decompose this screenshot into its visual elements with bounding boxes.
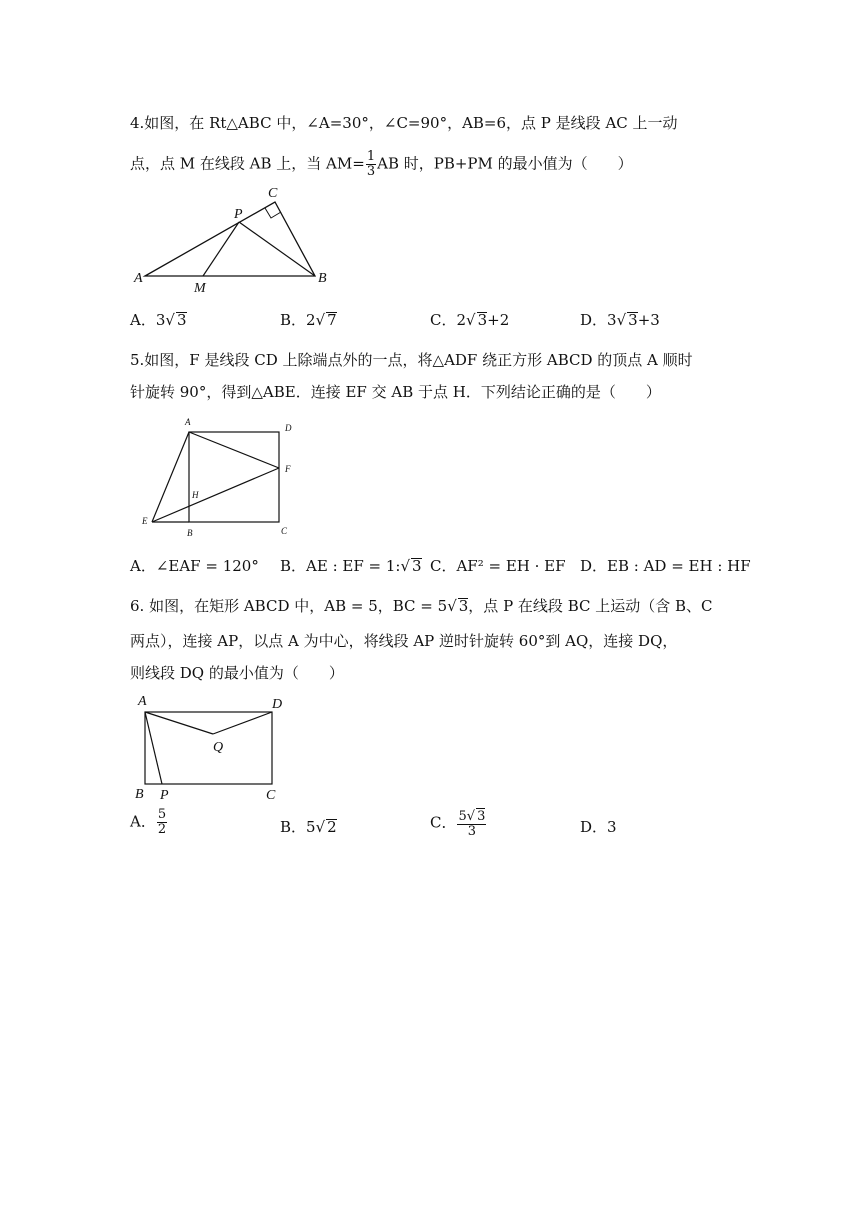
q6-stem-line2: 两点），连接 AP，以点 A 为中心，将线段 AP 逆时针旋转 60°到 AQ，连接 DQ， — [130, 632, 678, 650]
q4-stem-line2-start: 点，点 M 在线段 AB 上，当 AM= — [130, 154, 365, 173]
q4-option-b-text: B．2 — [280, 311, 316, 329]
q4-label-c: C — [268, 186, 278, 201]
q4-option-c: C．2√ 3+2 — [430, 311, 510, 329]
q5-option-b: B．AE : EF = 1:√ 3 — [280, 557, 422, 575]
q4-stem-line1: 4.如图，在 Rt△ABC 中，∠A=30°，∠C=90°，AB=6，点 P 是线段 AC 上一动 — [130, 114, 678, 132]
q6-label-c: C — [266, 788, 276, 803]
q5-option-b-root: 3 — [412, 557, 422, 575]
q4-stem-line2 — [130, 150, 633, 179]
q4-label-m: M — [194, 281, 206, 294]
q4-option-b-root: 7 — [327, 311, 337, 329]
q6-label-a: A — [138, 694, 147, 709]
q6-option-c-text: C． — [430, 813, 457, 832]
q6-stem-line1: 6. 如图，在矩形 ABCD 中，AB = 5，BC = 5√ 3，点 P 在线段 BC 上运动（含 B、C — [130, 597, 713, 615]
q6-label-d: D — [272, 697, 283, 712]
q6-label-p: P — [160, 788, 169, 803]
q5-label-b: B — [187, 528, 193, 538]
q6-option-c-fraction — [457, 808, 486, 839]
q5-square-abcd — [189, 432, 279, 522]
q6-rectangle-abcd — [145, 712, 272, 784]
q6-segment-aq — [145, 712, 213, 734]
q4-option-c-text: C．2 — [430, 311, 467, 329]
q6-rectangle-figure — [130, 688, 300, 808]
q5-label-f: F — [285, 464, 291, 474]
q6-label-q: Q — [213, 740, 224, 755]
q5-label-a: A — [185, 417, 191, 427]
q5-option-c: C．AF² = EH · EF — [430, 557, 566, 575]
q6-stem-line1-end: ，点 P 在线段 BC 上运动（含 B、C — [468, 597, 713, 615]
q6-label-b: B — [135, 787, 144, 802]
q4-option-d-root: 3 — [628, 311, 638, 329]
q5-stem-line2: 针旋转 90°，得到△ABE．连接 EF 交 AB 于点 H．下列结论正确的是（ ） — [130, 383, 661, 401]
q6-stem-line3: 则线段 DQ 的最小值为（ ） — [130, 664, 344, 682]
q6-segment-ap — [145, 712, 162, 784]
q5-segment-af — [189, 432, 279, 468]
q6-option-c — [430, 808, 487, 839]
q6-segment-dq — [213, 712, 272, 734]
q6-option-a-denominator: 2 — [157, 822, 167, 837]
q4-fraction-numerator: 1 — [366, 149, 376, 164]
q5-square-figure — [130, 412, 310, 542]
q5-label-d: D — [285, 423, 292, 433]
q5-label-e: E — [142, 516, 148, 526]
q4-option-a: A．3√ 3 — [130, 311, 187, 329]
q4-segment-pb — [239, 222, 315, 276]
q6-option-b: B．5√ 2 — [280, 818, 337, 836]
q6-option-a — [130, 808, 168, 837]
q4-label-p: P — [234, 207, 243, 222]
q6-option-c-numerator-coef: 5 — [458, 809, 467, 824]
q5-option-d: D．EB : AD = EH : HF — [580, 557, 751, 575]
q4-option-a-root: 3 — [176, 311, 187, 329]
q4-option-a-text: A．3 — [130, 311, 166, 329]
q6-option-b-text: B．5 — [280, 818, 316, 836]
q4-option-d-text: D．3 — [580, 311, 617, 329]
q6-option-d: D．3 — [580, 818, 617, 836]
q4-option-d-tail: +3 — [637, 311, 660, 329]
q6-option-c-numerator-root: 3 — [477, 809, 486, 824]
q6-option-a-text: A． — [130, 812, 156, 831]
q6-stem-line1-root: 3 — [458, 597, 469, 615]
q5-option-a: A．∠EAF = 120° — [130, 557, 259, 575]
q6-option-c-denominator: 3 — [467, 824, 477, 839]
q5-label-h: H — [192, 490, 199, 500]
q4-stem-line2-end: AB 时，PB+PM 的最小值为（ ） — [377, 154, 633, 173]
q5-label-c: C — [281, 526, 288, 536]
q6-option-a-fraction — [157, 808, 167, 837]
q4-option-c-tail: +2 — [487, 311, 510, 329]
q4-option-c-root: 3 — [477, 311, 488, 329]
q6-option-c-numerator: 5√ 3 — [458, 809, 486, 824]
q5-option-b-text: B．AE : EF = 1: — [280, 557, 401, 575]
q4-triangle-abc — [145, 202, 315, 276]
q4-fraction-denominator: 3 — [366, 164, 376, 179]
q4-option-b: B．2√ 7 — [280, 311, 337, 329]
q5-stem-line1: 5.如图，F 是线段 CD 上除端点外的一点，将△ADF 绕正方形 ABCD 的顶点 A 顺时 — [130, 351, 693, 369]
q4-segment-pm — [203, 222, 239, 276]
q4-triangle-figure — [130, 182, 340, 294]
q4-option-d: D．3√ 3+3 — [580, 311, 660, 329]
q4-fraction — [366, 150, 376, 179]
q6-option-a-numerator: 5 — [157, 807, 167, 822]
q4-label-b: B — [318, 271, 327, 286]
q6-option-b-root: 2 — [327, 818, 337, 836]
q4-label-a: A — [134, 271, 143, 286]
q6-stem-line1-start: 6. 如图，在矩形 ABCD 中，AB = 5，BC = 5 — [130, 597, 448, 615]
